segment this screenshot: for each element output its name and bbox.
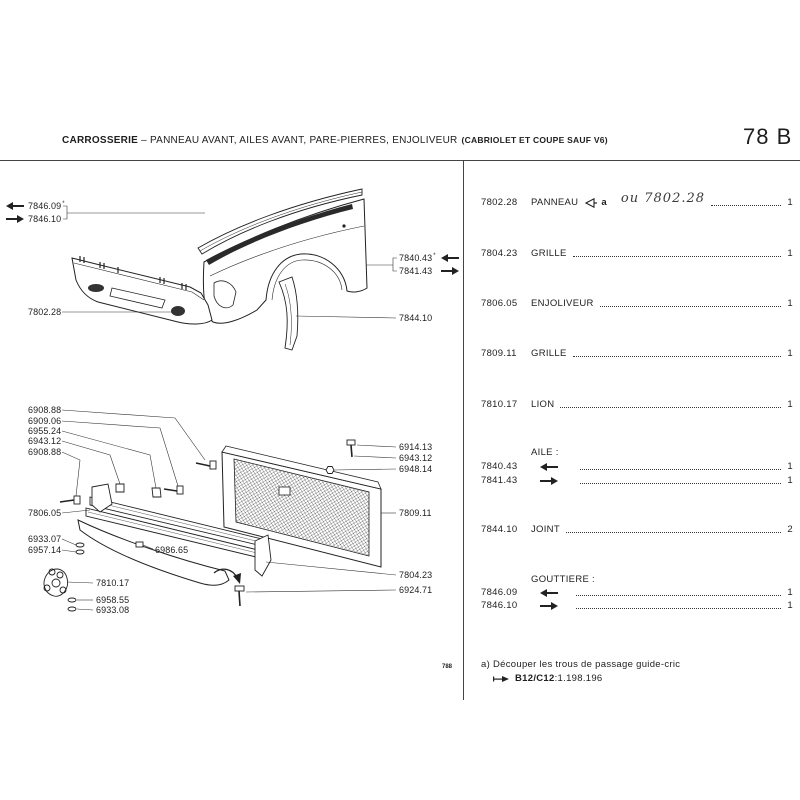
callout-6933-08: 6933.08 xyxy=(96,605,130,615)
title-parts: – PANNEAU AVANT, AILES AVANT, PARE-PIERRES, ENJOLIVEUR xyxy=(138,135,458,146)
part-name: ENJOLIVEUR xyxy=(531,298,594,309)
page-code: 78 B xyxy=(743,124,793,149)
callout-7802-28: 7802.28 xyxy=(28,307,62,317)
part-ref: 7802.28 xyxy=(481,197,518,208)
callout-7804-23: 7804.23 xyxy=(399,570,433,580)
washer-upper xyxy=(76,543,84,547)
washer-emblem-a xyxy=(68,598,76,602)
left-hand-icon xyxy=(6,202,24,210)
group-label-aile: AILE : xyxy=(531,447,559,458)
dot-leader xyxy=(573,356,781,357)
clip-middle xyxy=(152,488,161,497)
front-panel xyxy=(72,256,212,324)
bolt-middle-head xyxy=(177,486,183,494)
callout-marker: * xyxy=(433,253,436,259)
part-row-enjoliveur xyxy=(481,298,793,310)
leader-6909-06 xyxy=(62,421,178,486)
part-qty: 1 xyxy=(787,248,793,259)
dot-leader xyxy=(576,595,781,596)
part-qty: 2 xyxy=(787,524,793,535)
washer-emblem-b xyxy=(68,607,76,611)
front-panel-hole-left xyxy=(88,284,104,292)
front-wing-marker-light xyxy=(342,224,345,227)
part-row-aile-right xyxy=(481,475,793,487)
callout-7810-17: 7810.17 xyxy=(96,578,130,588)
part-row-panneau xyxy=(481,191,793,209)
lion-emblem-part xyxy=(57,572,63,578)
leader-6948-14 xyxy=(334,469,396,470)
dot-leader xyxy=(580,483,781,484)
part-name: LION xyxy=(531,399,555,410)
right-hand-icon xyxy=(540,600,558,612)
callout-6909-06: 6909.06 xyxy=(28,416,62,426)
callout-7840-43 xyxy=(399,253,436,263)
grille-nut xyxy=(326,467,334,474)
right-hand-icon xyxy=(540,475,558,487)
title-section: CARROSSERIE xyxy=(62,135,139,146)
left-hand-icon xyxy=(441,254,459,262)
lion-emblem-outline xyxy=(44,569,68,596)
bolt-upper-head xyxy=(210,461,216,469)
washer-lower xyxy=(76,550,84,554)
column-divider xyxy=(463,160,464,700)
callout-7846-10: 7846.10 xyxy=(28,214,62,224)
leader-6908-88-a xyxy=(62,410,205,460)
right-hand-icon xyxy=(6,215,24,223)
part-row-grille-lower xyxy=(481,248,793,260)
leader-7846 xyxy=(63,206,205,219)
radiator-grille-badge xyxy=(279,487,290,495)
dot-leader xyxy=(580,469,781,470)
bolt-grille-shank xyxy=(351,445,352,457)
part-row-gouttiere-left xyxy=(481,587,793,599)
part-qty: 1 xyxy=(787,475,793,486)
part-ref: 7844.10 xyxy=(481,524,518,535)
left-hand-icon xyxy=(540,587,558,599)
part-qty: 1 xyxy=(787,461,793,472)
clip-left xyxy=(116,484,124,492)
leader-6943-12-b xyxy=(354,456,396,458)
front-wing-arch-lip xyxy=(272,260,342,300)
group-label-gouttiere: GOUTTIERE : xyxy=(531,574,595,585)
part-ref: 7840.43 xyxy=(481,461,518,472)
part-name: GRILLE xyxy=(531,248,567,259)
callout-7841-43: 7841.43 xyxy=(399,266,433,276)
callout-label: 7840.43 xyxy=(399,253,433,263)
dot-leader xyxy=(566,532,781,533)
part-ref: 7806.05 xyxy=(481,298,518,309)
callout-6933-07: 6933.07 xyxy=(28,534,62,544)
callout-6986-65: 6986.65 xyxy=(155,545,189,555)
dot-leader xyxy=(600,306,781,307)
part-qty: 1 xyxy=(787,587,793,598)
part-qty: 1 xyxy=(787,600,793,611)
leader-6914-13 xyxy=(357,445,396,447)
arrow-right-icon xyxy=(493,676,509,682)
part-row-gouttiere-right xyxy=(481,600,793,612)
footnote-reference xyxy=(493,673,603,685)
bolt-bottom-shank xyxy=(239,591,240,606)
part-row-joint xyxy=(481,524,793,536)
callout-7844-10: 7844.10 xyxy=(399,313,433,323)
front-wing xyxy=(203,199,367,323)
part-name: GRILLE xyxy=(531,348,567,359)
bolt-upper-shank xyxy=(196,463,210,466)
leader-6933-07 xyxy=(62,539,76,545)
part-row-aile-left xyxy=(481,461,793,473)
callout-6943-12-b: 6943.12 xyxy=(399,453,433,463)
moulding-right-cap xyxy=(255,535,271,576)
callout-6914-13: 6914.13 xyxy=(399,442,433,452)
right-hand-icon xyxy=(441,267,459,275)
leader-6957-14 xyxy=(62,550,76,552)
part-name: JOINT xyxy=(531,524,560,535)
part-ref: 7804.23 xyxy=(481,248,518,259)
leader-6943-12-a xyxy=(62,441,120,484)
part-qty: 1 xyxy=(787,197,793,208)
callout-7846-09 xyxy=(28,201,65,211)
leader-6908-88-b xyxy=(62,452,80,496)
part-name: PANNEAU xyxy=(531,197,579,208)
bolt-bottom-head xyxy=(235,586,244,591)
callout-6958-55: 6958.55 xyxy=(96,595,130,605)
note-triangle-icon xyxy=(585,197,597,209)
part-qty: 1 xyxy=(787,298,793,309)
callout-6908-88-b: 6908.88 xyxy=(28,447,62,457)
handwritten-annotation: ou 7802.28 xyxy=(620,191,706,206)
callout-7809-11: 7809.11 xyxy=(399,508,432,518)
part-qty: 1 xyxy=(787,348,793,359)
bolt-left-shank xyxy=(60,500,74,502)
lion-emblem-part xyxy=(60,587,66,593)
wing-seal-outline xyxy=(279,277,298,350)
leader-7840 xyxy=(366,258,397,271)
dot-leader xyxy=(560,407,781,408)
leader-7844-10 xyxy=(296,316,396,318)
part-ref: 7809.11 xyxy=(481,348,517,359)
part-qty: 1 xyxy=(787,399,793,410)
lion-emblem-part xyxy=(52,579,60,587)
callout-6908-88-a: 6908.88 xyxy=(28,405,62,415)
title-applicability: (CABRIOLET ET COUPE SAUF V6) xyxy=(461,135,608,145)
page-mark: 788 xyxy=(442,664,453,670)
dot-leader xyxy=(576,608,781,609)
moulding-clip xyxy=(136,542,143,547)
part-ref: 7846.10 xyxy=(481,600,518,611)
dot-leader xyxy=(711,205,781,206)
footnote-serial: :1.198.196 xyxy=(554,673,603,684)
lion-emblem xyxy=(44,569,68,596)
callout-6943-12-a: 6943.12 xyxy=(28,436,62,446)
part-row-lion xyxy=(481,399,793,411)
curved-arrow-head xyxy=(233,573,241,584)
bolt-grille-head xyxy=(347,440,355,445)
callout-7806-05: 7806.05 xyxy=(28,508,62,518)
callout-marker: * xyxy=(62,201,65,207)
wing-seal xyxy=(279,277,298,350)
callout-6955-24: 6955.24 xyxy=(28,426,62,436)
note-reference: a xyxy=(601,197,607,208)
leader-6933-08 xyxy=(77,609,93,610)
callout-6948-14: 6948.14 xyxy=(399,464,433,474)
leader-7810-17 xyxy=(67,582,93,583)
leader-6924-71 xyxy=(246,590,396,592)
footnote-text: a) Découper les trous de passage guide-cric xyxy=(481,659,681,670)
callout-6957-14: 6957.14 xyxy=(28,545,62,555)
footnote-model-codes: B12/C12 xyxy=(515,673,555,684)
left-hand-icon xyxy=(540,461,558,473)
dot-leader xyxy=(573,256,781,257)
callout-label: 7846.09 xyxy=(28,201,62,211)
part-ref: 7810.17 xyxy=(481,399,518,410)
bolt-middle-shank xyxy=(164,489,177,491)
part-ref: 7846.09 xyxy=(481,587,518,598)
part-row-grille-radiator xyxy=(481,348,793,360)
front-panel-hole-right xyxy=(171,306,185,316)
bolt-left-head xyxy=(74,496,80,504)
leader-6955-24 xyxy=(62,431,156,488)
callout-6924-71: 6924.71 xyxy=(399,585,433,595)
part-ref: 7841.43 xyxy=(481,475,518,486)
